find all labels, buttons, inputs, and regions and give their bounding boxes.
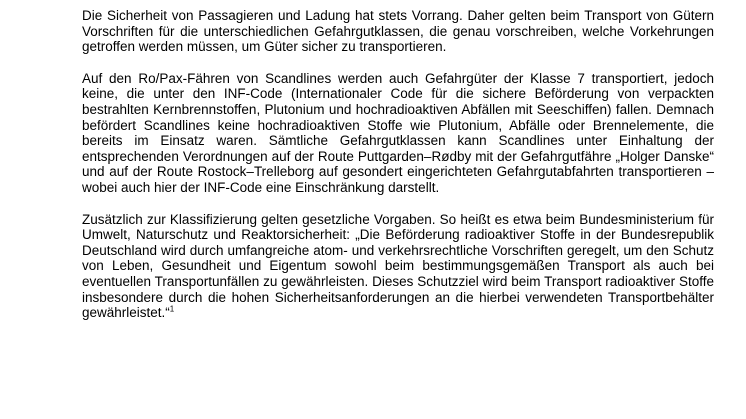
document-page xyxy=(82,8,714,321)
paragraph-ropax-class-7: Auf den Ro/Pax-Fähren von Scandlines werden auch Gefahrgüter der Klasse 7 transportiert, jedoch keine, die unter den INF-Code (Internationaler Code für die sichere Beförderung von verpackten bestrahlten Kernbrennstoffen, Plutonium und hochradioaktiven Abfällen mit Seeschiffen) fallen. Demnach befördert Scandlines keine hochradioaktiven Stoffe wie Plutonium, Abfälle oder Brennelemente, die bereits im Einsatz waren. Sämtliche Gefahrgutklassen kann Scandlines unter Einhaltung der entsprechenden Verordnungen auf der Route Puttgarden–Rødby mit der Gefahrgutfähre „Holger Danske“ und auf der Route Rostock–Trelleborg auf gesondert eingerichteten Gefahrgutabfahrten transportieren – wobei auch hier der INF-Code eine Einschränkung darstellt. xyxy=(82,70,714,195)
paragraph-legal-requirements-text: Zusätzlich zur Klassifizierung gelten gesetzliche Vorgaben. So heißt es etwa beim Bundesministerium für Umwelt, Naturschutz und Reaktorsicherheit: „Die Beförderung radioaktiver Stoffe in der Bundesrepublik Deutschland wird durch umfangreiche atom- und verkehrsrechtliche Vorschriften geregelt, um den Schutz von Leben, Gesundheit und Eigentum sowohl beim bestimmungsgemäßen Transport als auch bei eventuellen Transportunfällen zu gewährleisten. Dieses Schutzziel wird beim Transport radioaktiver Stoffe insbesondere durch die hohen Sicherheitsanforderungen an die hierbei verwendeten Transportbehälter gewährleistet.“ xyxy=(82,211,714,321)
footnote-marker: 1 xyxy=(169,304,175,314)
paragraph-safety-priority: Die Sicherheit von Passagieren und Ladung hat stets Vorrang. Daher gelten beim Transport von Gütern Vorschriften für die unterschiedlichen Gefahrgutklassen, die genau vorschreiben, welche Vorkehrungen getroffen werden müssen, um Güter sicher zu transportieren. xyxy=(82,8,714,55)
paragraph-legal-requirements xyxy=(82,212,714,321)
